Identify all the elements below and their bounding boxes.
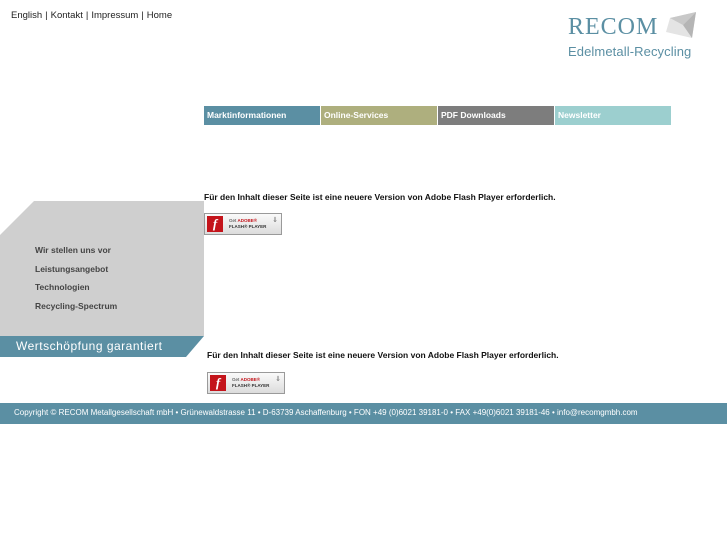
flash-get-label <box>232 377 260 382</box>
flash-get-text: Get <box>229 218 237 223</box>
flash-logo-icon: f <box>210 375 226 391</box>
logo-subtitle: Edelmetall-Recycling <box>568 44 692 59</box>
link-home[interactable]: Home <box>146 10 173 21</box>
side-menu <box>35 245 117 319</box>
nav-marktinformationen[interactable]: Marktinformationen <box>204 106 320 125</box>
slogan-text: Wertschöpfung garantiert <box>16 339 163 353</box>
recom-logo[interactable] <box>568 12 708 64</box>
logo-name: RECOM <box>568 14 659 40</box>
flash-player-label: FLASH® PLAYER <box>232 383 270 388</box>
link-kontakt[interactable]: Kontakt <box>50 10 83 21</box>
separator: | <box>45 10 48 21</box>
nav-pdf-downloads[interactable]: PDF Downloads <box>438 106 554 125</box>
link-impressum[interactable]: Impressum <box>91 10 139 21</box>
get-flash-player-button[interactable] <box>204 213 282 235</box>
footer-text: Copyright © RECOM Metallgesellschaft mbH • Grünewaldstrasse 11 • D-63739 Aschaffenburg • FON +49 (0)6021 39181-0 • FAX +49(0)6021 39181-46 • info@recomgmbh.com <box>14 408 638 417</box>
separator: | <box>85 10 89 21</box>
get-flash-player-button-2[interactable] <box>207 372 285 394</box>
flash-get-text: Get <box>232 377 240 382</box>
nav-online-services[interactable]: Online-Services <box>321 106 437 125</box>
flash-player-label: FLASH® PLAYER <box>229 224 267 229</box>
top-links <box>11 10 172 21</box>
separator: | <box>141 10 144 21</box>
flash-adobe-text: ADOBE® <box>237 218 258 223</box>
link-english[interactable]: English <box>11 10 43 21</box>
side-menu-item-wir-stellen-uns-vor[interactable]: Wir stellen uns vor <box>35 245 111 255</box>
side-menu-item-leistungsangebot[interactable]: Leistungsangebot <box>35 263 109 274</box>
flash-logo-icon: f <box>207 216 223 232</box>
flash-message-2: Für den Inhalt dieser Seite ist eine neuere Version von Adobe Flash Player erforderlich. <box>207 350 559 360</box>
download-arrow-icon: ⇓ <box>275 376 281 383</box>
logo-mark-icon <box>666 12 700 42</box>
flash-adobe-text: ADOBE® <box>240 377 261 382</box>
flash-get-label <box>229 218 257 223</box>
download-arrow-icon: ⇓ <box>272 217 278 224</box>
main-nav <box>204 106 672 125</box>
side-menu-item-technologien[interactable]: Technologien <box>35 282 90 292</box>
nav-newsletter[interactable]: Newsletter <box>555 106 671 125</box>
flash-message: Für den Inhalt dieser Seite ist eine neuere Version von Adobe Flash Player erforderlich. <box>204 192 556 202</box>
footer-bar <box>0 403 727 424</box>
side-menu-item-recycling-spectrum[interactable]: Recycling-Spectrum <box>35 300 118 311</box>
